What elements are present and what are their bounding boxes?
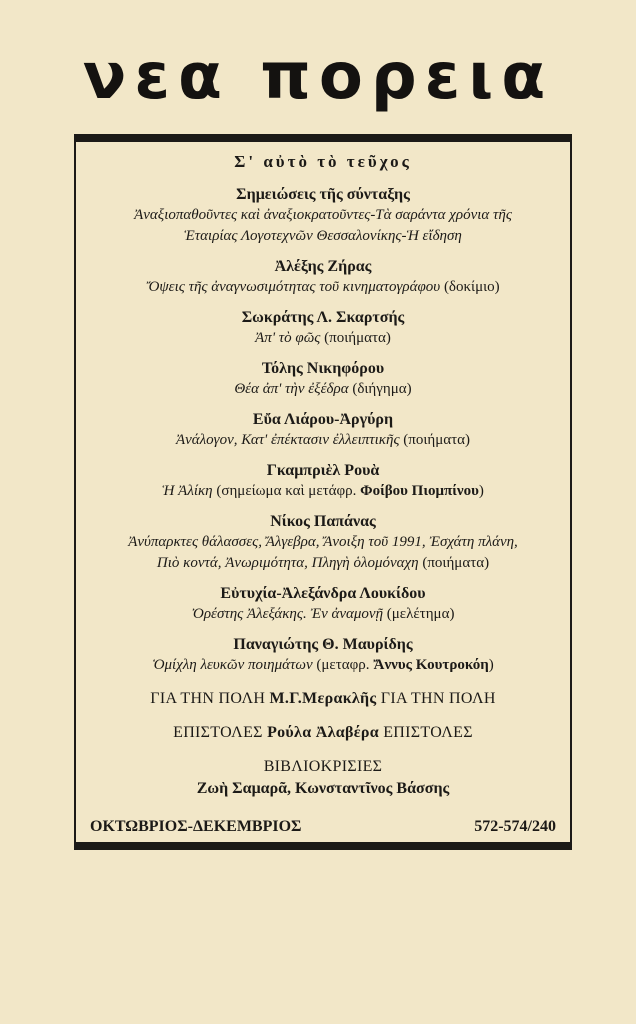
toc-entry	[76, 511, 570, 574]
text-run: (διήγημα)	[348, 381, 412, 397]
entry-author: Παναγιώτης Θ. Μαυρίδης	[233, 636, 413, 653]
name-run: Ρούλα Ἀλαβέρα	[267, 724, 379, 741]
entry-title-line	[76, 604, 570, 625]
text-run: (μεταφρ.	[312, 657, 374, 673]
magazine-masthead: νεα πορεια	[82, 40, 554, 114]
entry-author: Τόλης Νικηφόρου	[261, 360, 385, 377]
entry-author: Σημειώσεις τῆς σύνταξης	[236, 186, 410, 203]
issue-number: 572-574/240	[474, 818, 556, 835]
reviews-authors: Ζωὴ Σαμαρᾶ, Κωνσταντῖνος Βάσσης	[196, 780, 450, 797]
toc-entry	[76, 634, 570, 676]
contents-box	[74, 134, 572, 850]
text-run: Ἀπ' τὸ φῶς	[255, 330, 321, 346]
text-run: Πιὸ κοντά, Ἀνωριμότητα, Πληγὴ ὁλομόναχη	[156, 555, 419, 571]
entry-author: Γκαμπριὲλ Ρουὰ	[266, 462, 380, 479]
name-run: Φοίβου Πιομπίνου	[360, 483, 479, 499]
entry-author: Σωκράτης Λ. Σκαρτσής	[241, 309, 405, 326]
name-run: Μ.Γ.Μερακλῆς	[269, 690, 377, 707]
text-run: (μελέτημα)	[383, 606, 455, 622]
entry-author: Εὔα Λιάρου-Ἀργύρη	[252, 411, 394, 428]
issue-period: ΟΚΤΩΒΡΙΟΣ-ΔΕΚΕΜΒΡΙΟΣ	[90, 818, 302, 835]
text-run: Ἡ Ἀλίκη	[162, 483, 213, 499]
entry-title-line	[76, 277, 570, 298]
entry-title-line	[76, 553, 570, 574]
text-run: Ὁμίχλη λευκῶν ποιημάτων	[152, 657, 313, 673]
text-run: Θέα ἀπ' τὴν ἐξέδρα	[234, 381, 349, 397]
reviews-heading: ΒΙΒΛΙΟΚΡΙΣΙΕΣ	[263, 758, 383, 775]
top-rule	[74, 134, 572, 142]
toc-entries	[76, 184, 570, 676]
text-run: Ἑταιρίας Λογοτεχνῶν Θεσσαλονίκης-Ἡ εἴδηση	[184, 228, 462, 244]
entry-title-line	[76, 655, 570, 676]
bottom-rule	[74, 842, 572, 850]
text-run: )	[488, 657, 494, 673]
entry-title-line	[76, 532, 570, 553]
text-run: Ἀνύπαρκτες θάλασσες, Ἄλγεβρα, Ἄνοιξη τοῦ 1991, Ἐσχάτη πλάνη,	[128, 534, 518, 550]
reviews-section	[76, 756, 570, 800]
text-run: ΕΠΙΣΤΟΛΕΣ	[378, 724, 473, 741]
toc-entry	[76, 358, 570, 400]
text-run: ΓΙΑ ΤΗΝ ΠΟΛΗ	[150, 690, 270, 707]
text-run: (ποιήματα)	[418, 555, 490, 571]
text-run: Ἀναξιοπαθοῦντες καὶ ἀναξιοκρατοῦντες-Τὰ σαράντα χρόνια τῆς	[134, 207, 512, 223]
entry-author: Εὐτυχία-Ἀλεξάνδρα Λουκίδου	[220, 585, 426, 602]
toc-entry	[76, 583, 570, 625]
toc-entry	[76, 409, 570, 451]
entry-title-line	[76, 430, 570, 451]
entry-title-line	[76, 481, 570, 502]
text-run: ΓΙΑ ΤΗΝ ΠΟΛΗ	[376, 690, 496, 707]
text-run: )	[478, 483, 484, 499]
text-run: Ὀρέστης Ἀλεξάκης. Ἐν ἀναμονῇ	[191, 606, 384, 622]
sections-list	[76, 688, 570, 744]
text-run: (ποιήματα)	[399, 432, 471, 448]
toc-entry	[76, 460, 570, 502]
section-line	[76, 688, 570, 710]
section-line	[76, 722, 570, 744]
text-run: (σημείωμα καὶ μετάφρ.	[212, 483, 361, 499]
issue-footer	[90, 818, 556, 836]
table-of-contents	[76, 152, 570, 800]
entry-author: Ἀλέξης Ζήρας	[274, 258, 372, 275]
toc-heading: Σ' αὐτὸ τὸ τεῦχος	[234, 152, 412, 171]
toc-entry	[76, 307, 570, 349]
toc-entry	[76, 256, 570, 298]
entry-title-line	[76, 328, 570, 349]
text-run: (δοκίμιο)	[440, 279, 500, 295]
name-run: Ἄννυς Κουτροκόη	[373, 657, 489, 673]
toc-entry	[76, 184, 570, 247]
text-run: Ἀνάλογον, Κατ' ἐπέκτασιν ἐλλειπτικῆς	[175, 432, 400, 448]
entry-title-line	[76, 205, 570, 226]
text-run: Ὄψεις τῆς ἀναγνωσιμότητας τοῦ κινηματογράφου	[146, 279, 441, 295]
text-run: (ποιήματα)	[320, 330, 391, 346]
entry-title-line	[76, 226, 570, 247]
entry-author: Νίκος Παπάνας	[270, 513, 376, 530]
text-run: ΕΠΙΣΤΟΛΕΣ	[173, 724, 268, 741]
entry-title-line	[76, 379, 570, 400]
